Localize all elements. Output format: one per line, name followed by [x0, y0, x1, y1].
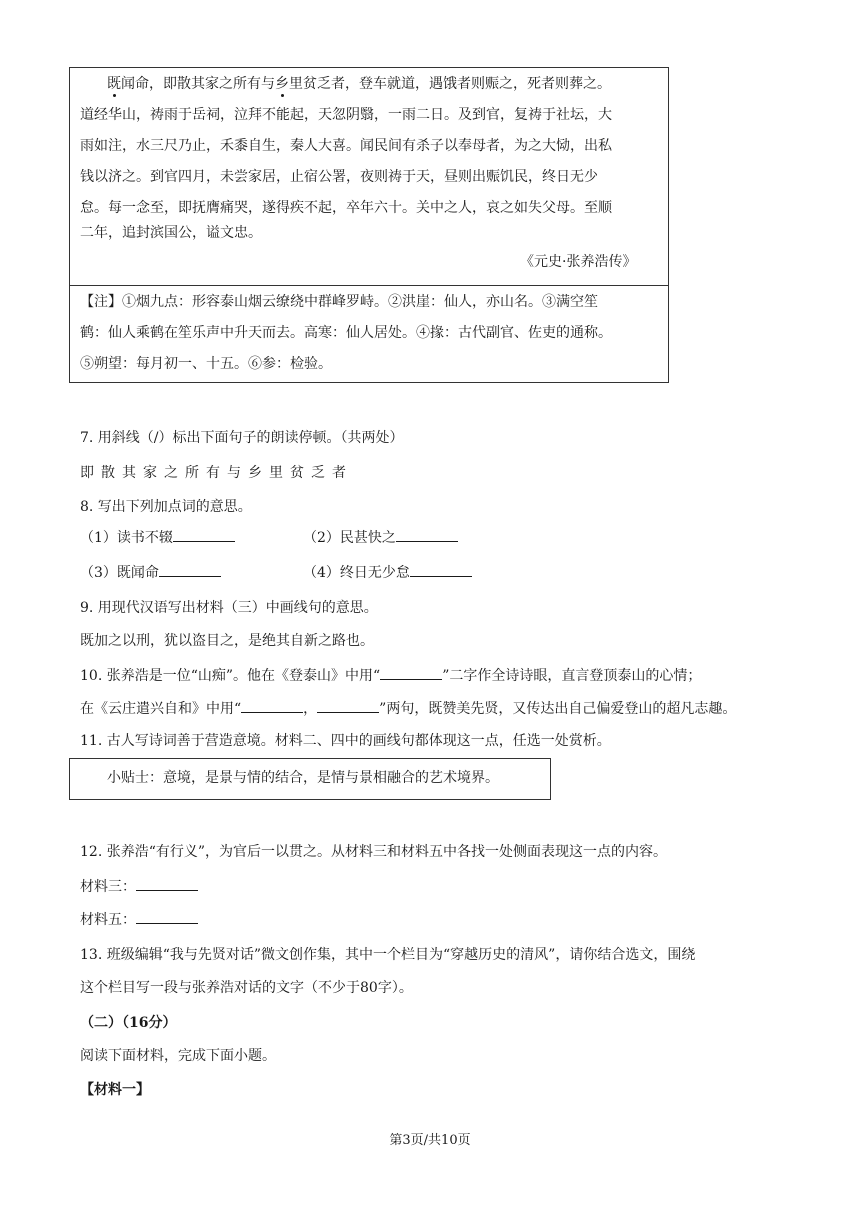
q7-sentence: 即散其家之所有与乡里贫乏者 [80, 465, 353, 481]
q8-blank-2[interactable] [396, 527, 458, 542]
passage-divider [70, 285, 668, 286]
q12-blank-5[interactable] [136, 909, 198, 924]
passage-line-6: 二年，追封滨国公，谥文忠。 [80, 225, 262, 241]
section-2-instruction: 阅读下面材料，完成下面小题。 [80, 1048, 276, 1064]
q10-line-2: 在《云庄遣兴自和》中用“ ， ”两句，既赞美先贤，又传达出自己偏爱登山的超凡志趣。 [80, 698, 736, 718]
material-1-heading: 【材料一】 [80, 1082, 150, 1098]
note-line-2: 鹤：仙人乘鹤在笙乐声中升天而去。高寒：仙人居处。④掾：古代副官、佐吏的通称。 [80, 325, 612, 341]
passage-line-5: 怠。每一念至，即抚膺痛哭，遂得疾不起，卒年六十。关中之人，哀之如失父母。至顺 [80, 200, 612, 216]
q8-item-4: （4）终日无少怠 [303, 562, 472, 582]
q12-prompt: 12. 张养浩“有行义”，为官后一以贯之。从材料三和材料五中各找一处侧面表现这一点的内容。 [80, 844, 668, 860]
q10-blank-1[interactable] [380, 665, 442, 680]
q9-title: 9. 用现代汉语写出材料（三）中画线句的意思。 [80, 600, 378, 616]
section-2-heading: （二）（16分） [80, 1015, 177, 1031]
q11-prompt: 11. 古人写诗词善于营造意境。材料二、四中的画线句都体现这一点，任选一处赏析。 [80, 733, 611, 749]
q8-item-3: （3）既闻命 [80, 562, 221, 582]
passage-line-3: 雨如注，水三尺乃止，禾黍自生，秦人大喜。闻民间有杀子以奉母者，为之大恸，出私 [80, 138, 612, 154]
q8-blank-3[interactable] [159, 562, 221, 577]
q10-line-1: 10. 张养浩是一位“山痴”。他在《登泰山》中用“ ”二字作全诗诗眼，直言登顶泰山的心情； [80, 665, 701, 685]
q8-item-1: （1）读书不辍 [80, 527, 235, 547]
page-footer: 第3页/共10页 [389, 1133, 471, 1148]
q13-line-1: 13. 班级编辑“我与先贤对话”微文创作集，其中一个栏目为“穿越历史的清风”，请你结合选文，围绕 [80, 947, 696, 963]
q8-title: 8. 写出下列加点词的意思。 [80, 499, 252, 515]
q12-material-3: 材料三： [80, 876, 198, 896]
q12-material-5: 材料五： [80, 909, 198, 929]
q8-item-2: （2）民甚快之 [303, 527, 458, 547]
q13-line-2: 这个栏目写一段与张养浩对话的文字（不少于80字）。 [80, 980, 413, 996]
q8-blank-1[interactable] [173, 527, 235, 542]
q9-sentence: 既加之以刑，犹以盗目之，是绝其自新之路也。 [80, 633, 374, 649]
tip-text: 小贴士：意境，是景与情的结合，是情与景相融合的艺术境界。 [107, 770, 499, 786]
passage-line-1: 既闻命，即散其家之所有与乡里贫乏者，登车就道，遇饿者则赈之，死者则葬之。 [107, 76, 611, 92]
q8-blank-4[interactable] [410, 562, 472, 577]
passage-source: 《元史·张养浩传》 [520, 254, 637, 270]
q12-blank-3[interactable] [136, 876, 198, 891]
passage-line-4: 钱以济之。到官四月，未尝家居，止宿公署，夜则祷于天，昼则出赈饥民，终日无少 [80, 169, 598, 185]
note-line-3: ⑤朔望：每月初一、十五。⑥参：检验。 [80, 356, 332, 372]
q10-blank-2[interactable] [241, 698, 303, 713]
passage-line-2: 道经华山，祷雨于岳祠，泣拜不能起，天忽阴翳，一雨二日。及到官，复祷于社坛，大 [80, 107, 612, 123]
note-line-1: 【注】①烟九点：形容泰山烟云缭绕中群峰罗峙。②洪崖：仙人，亦山名。③满空笙 [80, 294, 598, 310]
q7-prompt: 7. 用斜线（/）标出下面句子的朗读停顿。（共两处） [80, 430, 404, 446]
q10-blank-3[interactable] [317, 698, 379, 713]
